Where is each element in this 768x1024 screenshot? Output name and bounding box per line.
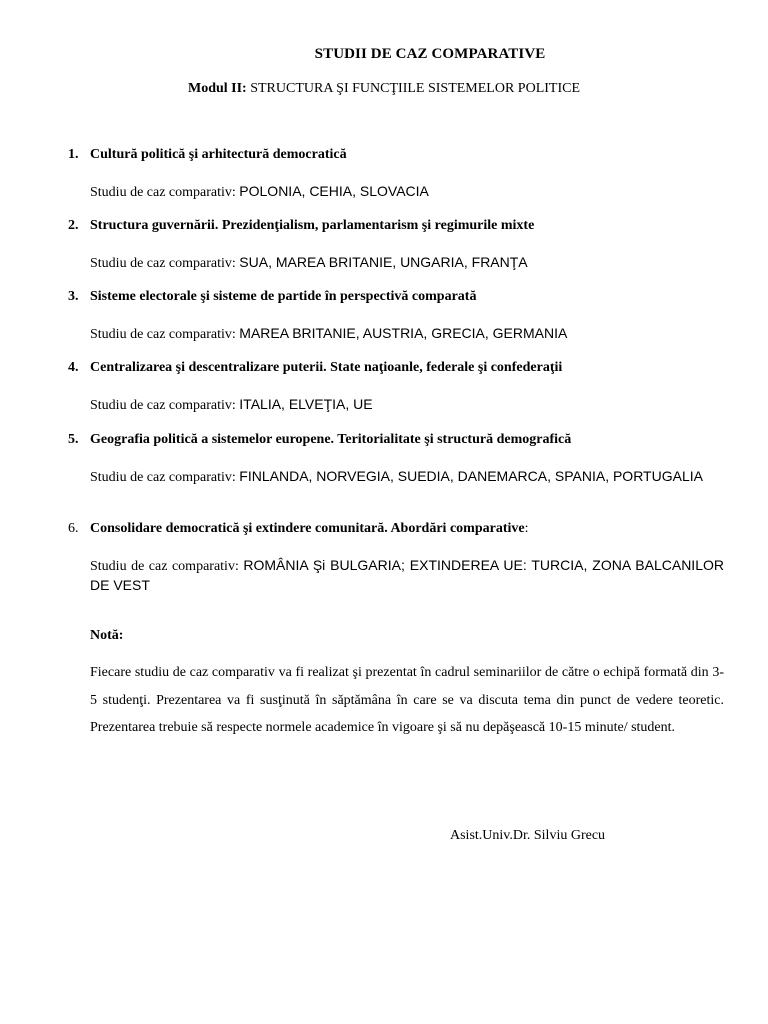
case-study-countries: SUA, MAREA BRITANIE, UNGARIA, FRANŢA (239, 254, 528, 270)
topic-title: Cultură politică şi arhitectură democratică (90, 147, 347, 162)
topic-number: 4. (68, 360, 79, 375)
case-study-countries: MAREA BRITANIE, AUSTRIA, GRECIA, GERMANIA (239, 325, 568, 341)
topic-item (68, 359, 724, 415)
note-heading: Notă: (90, 628, 124, 643)
topic-number: 6. (68, 521, 79, 536)
case-study-line (90, 182, 724, 202)
case-study-label: Studiu de caz comparativ: (90, 470, 240, 485)
topic-title: Geografia politică a sistemelor europene. Teritorialitate şi structură demografică (90, 432, 572, 447)
topic-title: Structura guvernării. Prezidenţialism, parlamentarism şi regimurile mixte (90, 218, 535, 233)
topic-number: 1. (68, 147, 79, 162)
case-study-countries: ITALIA, ELVEŢIA, UE (239, 396, 373, 412)
topic-heading (68, 520, 724, 538)
topic-title: Sisteme electorale şi sisteme de partide în perspectivă comparată (90, 289, 477, 304)
author-signature: Asist.Univ.Dr. Silviu Grecu (450, 828, 606, 843)
case-study-line (90, 395, 724, 415)
case-study-line (90, 556, 724, 594)
topic-item (68, 431, 724, 487)
case-study-line (90, 467, 724, 487)
topic-heading (68, 431, 724, 449)
subtitle-topic: STRUCTURA ŞI FUNCŢIILE SISTEMELOR POLITICE (246, 81, 581, 96)
topic-heading (68, 359, 724, 377)
case-study-label: Studiu de caz comparativ: (90, 398, 240, 413)
case-study-label: Studiu de caz comparativ: (90, 327, 240, 342)
case-study-countries: POLONIA, CEHIA, SLOVACIA (239, 183, 429, 199)
note-paragraph: Fiecare studiu de caz comparativ va fi realizat şi prezentat în cadrul seminariilor de către o echipă formată din 3-5 studenţi. Prezentarea va fi susţinută în săptămâna în care se va discuta tema din punct de vedere teoretic. Prezentarea trebuie să respecte normele academice în vigoare şi să nu depăşească 10-15 minute/ student. (90, 665, 724, 735)
topic-number: 2. (68, 218, 79, 233)
topic-heading (68, 217, 724, 235)
topic-title-text: Consolidare democratică şi extindere comunitară. Abordări comparative (90, 521, 525, 536)
document-title: STUDII DE CAZ COMPARATIVE (314, 46, 546, 62)
case-study-countries: FINLANDA, NORVEGIA, SUEDIA, DANEMARCA, SPANIA, PORTUGALIA (239, 468, 703, 484)
topic-item (68, 288, 724, 344)
case-study-label: Studiu de caz comparativ: (90, 256, 240, 271)
case-study-label: Studiu de caz comparativ: (90, 559, 244, 574)
topic-title: Centralizarea şi descentralizare puterii. State naţioanle, federale şi confederaţii (90, 360, 563, 375)
topic-heading (68, 288, 724, 306)
case-study-label: Studiu de caz comparativ: (90, 185, 240, 200)
topic-number: 3. (68, 289, 79, 304)
subtitle-module: Modul II: (187, 81, 247, 96)
topic-title (90, 520, 528, 538)
topic-heading (68, 146, 724, 164)
topic-item (68, 217, 724, 273)
topic-item (68, 146, 724, 202)
topic-number: 5. (68, 432, 79, 447)
topic-item (68, 520, 724, 594)
case-study-line (90, 253, 724, 273)
case-study-countries: ROMÂNIA Şi BULGARIA; EXTINDEREA UE: TURCIA, ZONA BALCANILOR DE VEST (90, 557, 724, 593)
topic-title-colon: : (524, 521, 529, 536)
case-study-line (90, 324, 724, 344)
document-subtitle (0, 81, 768, 97)
